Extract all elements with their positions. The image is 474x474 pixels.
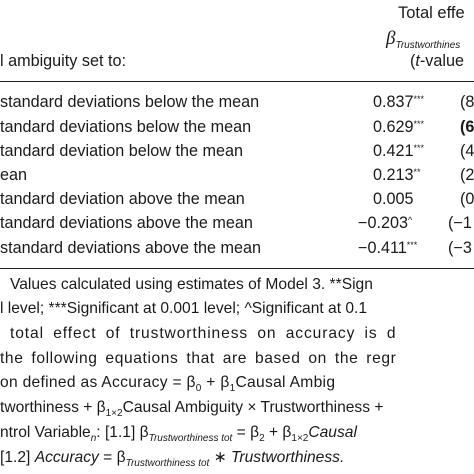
row-tvalue: (6 — [460, 118, 474, 136]
row-coef: −0.411*** — [358, 239, 418, 257]
note-line-4: the following equations that are based on the regr — [0, 350, 397, 367]
row-label: standard deviations below the mean — [0, 93, 260, 111]
note-line-3: total effect of trustworthiness on accuracy is d — [10, 325, 397, 342]
tvalue-open: ( — [410, 52, 416, 70]
row-tvalue: (4 — [460, 142, 474, 160]
row-tvalue: (−3 — [448, 239, 472, 257]
row-coef: 0.421*** — [373, 142, 425, 160]
row-tvalue: (2 — [460, 166, 474, 184]
row-label: tandard deviation below the mean — [0, 142, 243, 160]
beta-trustworthiness-header — [386, 28, 460, 51]
row-tvalue: (8 — [460, 93, 474, 111]
note-line-6: tworthiness + $\beta_{1\times 2}Causal$ Ambiguity × Trustworthiness + — [0, 399, 384, 419]
tvalue-suffix: -value — [419, 52, 464, 70]
row-label: ean — [0, 166, 28, 184]
row-coef: 0.005 — [373, 190, 414, 208]
note-line-8: [1.2] Accuracy = $\beta_{Trustworthiness tot}$ ∗ Trustworthiness. — [0, 449, 345, 469]
row-label: tandard deviation above the mean — [0, 190, 245, 208]
row-tvalue: (0 — [460, 190, 474, 208]
note-line-1: Values calculated using estimates of Model 3. **Sign — [10, 276, 373, 293]
row-label: tandard deviations below the mean — [0, 118, 252, 136]
beta-symbol: β — [386, 28, 396, 49]
beta-subscript: Trustworthines — [395, 40, 461, 51]
tvalue-italic: t — [415, 52, 420, 70]
row-coef: 0.213** — [373, 166, 421, 184]
total-effect-header: Total effe — [398, 4, 465, 22]
row-coef: 0.629*** — [373, 118, 425, 136]
table-bottom-rule — [0, 268, 474, 269]
row-coef: −0.203^ — [358, 214, 413, 232]
row-tvalue: (−1 — [448, 214, 472, 232]
note-line-2: l level; ***Significant at 0.001 level; ^Significant at 0.1 — [0, 300, 368, 317]
row-coef: 0.837*** — [373, 93, 425, 111]
row-label: standard deviations above the mean — [0, 239, 261, 257]
row-header: l ambiguity set to: — [0, 52, 126, 70]
note-line-5: on defined as Accuracy = $\beta_0$ + $\beta_1Causal$ Ambig — [0, 374, 336, 394]
tvalue-header — [410, 52, 464, 71]
row-label: tandard deviations above the mean — [0, 214, 253, 232]
note-line-7: ntrol Variable$_n$: [1.1] $\beta_{Trustworthiness tot} = \beta_2$ + $\beta_{1\times 2}Causal$ — [0, 424, 357, 444]
header-rule — [0, 81, 474, 82]
